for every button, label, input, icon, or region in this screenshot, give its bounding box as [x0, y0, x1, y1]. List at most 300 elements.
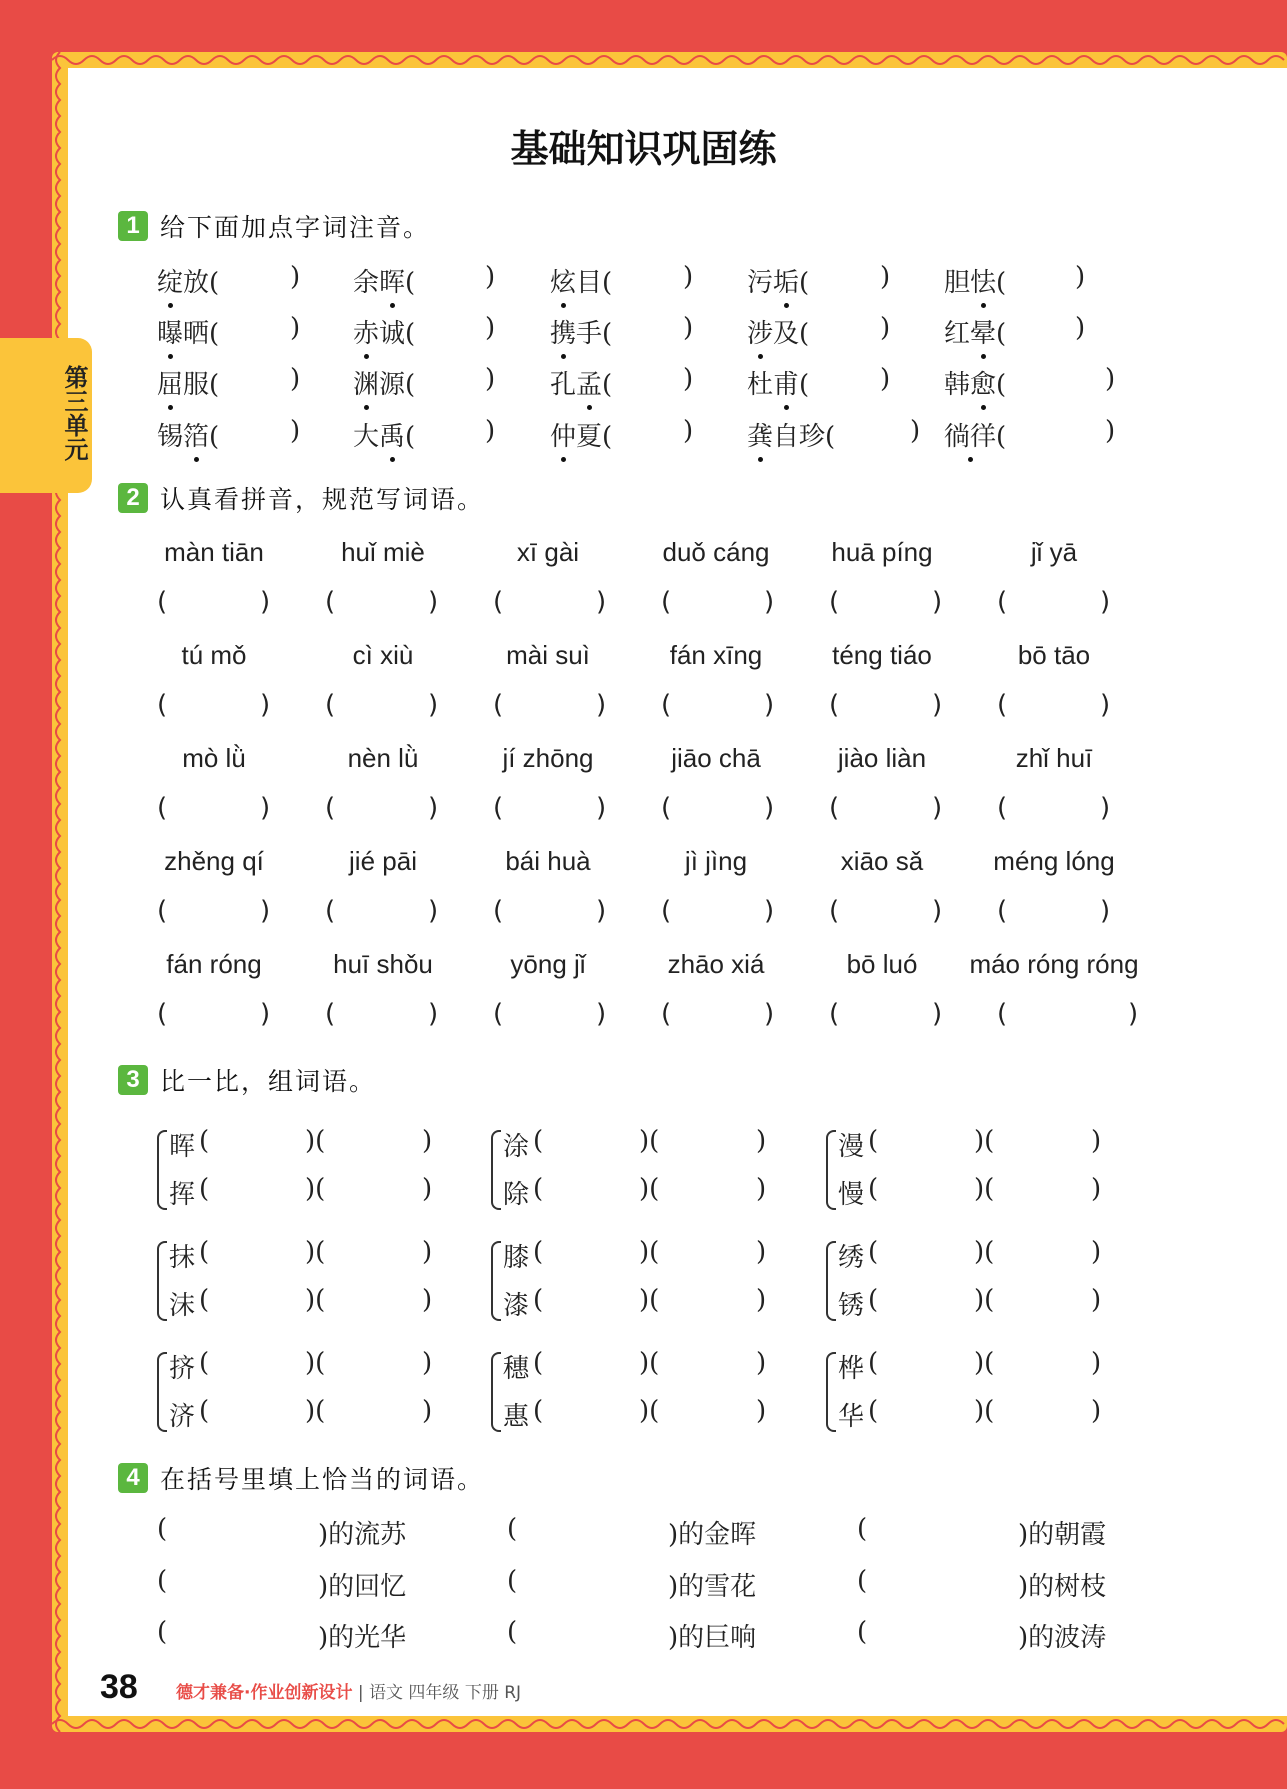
- q3-mid: )(: [974, 1348, 995, 1378]
- q4-phrase: )的朝霞: [1018, 1520, 1107, 1550]
- q2-answer-open: (: [157, 587, 168, 617]
- q2-answer-open: (: [493, 896, 504, 926]
- q1-item-pre: 杜: [747, 370, 774, 400]
- q1-item-post: 诚(: [379, 319, 416, 349]
- q2-answer-close: ): [596, 999, 607, 1029]
- q3-mid: )(: [305, 1348, 326, 1378]
- q3-char: 漆: [503, 1291, 530, 1321]
- q3-char: 惠: [503, 1402, 530, 1432]
- q1-item: [747, 364, 809, 401]
- q2-answer-open: (: [325, 690, 336, 720]
- q3-char: 锈: [838, 1291, 865, 1321]
- q2-pinyin: nèn lǜ: [347, 743, 419, 773]
- q3-mid: )(: [974, 1396, 995, 1426]
- q3-mid: )(: [305, 1126, 326, 1156]
- q2-answer-open: (: [325, 896, 336, 926]
- q2-answer-close: ): [596, 896, 607, 926]
- q4-phrase: )的树枝: [1018, 1572, 1107, 1602]
- q2-pinyin: mài suì: [506, 640, 590, 670]
- q2-answer-close: ): [428, 896, 439, 926]
- q2-pinyin: jiāo chā: [671, 743, 761, 773]
- q3-open: (: [199, 1174, 210, 1204]
- q1-item-close: ): [290, 364, 301, 394]
- q3-close: ): [1091, 1174, 1102, 1204]
- q3-mid: )(: [974, 1126, 995, 1156]
- q1-item-close: ): [290, 313, 301, 343]
- q3-close: ): [756, 1396, 767, 1426]
- q3-open: (: [868, 1126, 879, 1156]
- q2-pinyin: zhāo xiá: [667, 949, 765, 979]
- q1-item-dotted: 怯: [970, 262, 996, 299]
- q2-number: 2: [118, 483, 148, 513]
- q3-mid: )(: [639, 1285, 660, 1315]
- q3-brace: [826, 1130, 836, 1210]
- q2-answer-close: ): [764, 999, 775, 1029]
- q1-item-dotted: 涉: [747, 313, 773, 350]
- q3-open: (: [868, 1396, 879, 1426]
- q3-mid: )(: [639, 1348, 660, 1378]
- q2-answer-close: ): [596, 587, 607, 617]
- q2-answer-close: ): [1128, 999, 1139, 1029]
- q2-answer-open: (: [325, 587, 336, 617]
- q1-item-dotted: 徜徉: [944, 416, 996, 453]
- q4-instruction: 在括号里填上恰当的词语。: [160, 1465, 485, 1494]
- q3-close: ): [1091, 1396, 1102, 1426]
- q4-open: (: [507, 1566, 518, 1596]
- q1-item-close: ): [880, 313, 891, 343]
- q2-pinyin: yōng jǐ: [510, 949, 586, 979]
- q1-item-dotted: 炫: [550, 262, 576, 299]
- q4-phrase: )的回忆: [318, 1572, 407, 1602]
- q1-item-dotted: 曝: [157, 313, 183, 350]
- q2-answer-open: (: [829, 690, 840, 720]
- q1-item-post: 夏(: [576, 422, 613, 452]
- q1-item-pre: 红: [944, 319, 971, 349]
- q2-pinyin: jì jìng: [684, 846, 748, 876]
- q1-item: [944, 313, 1006, 350]
- footer-info: 语文 四年级 下册 RJ: [369, 1683, 522, 1703]
- page-title: 基础知识巩固练: [510, 127, 777, 171]
- q3-char: 慢: [838, 1180, 865, 1210]
- q2-answer-open: (: [997, 896, 1008, 926]
- q2-pinyin: huǐ miè: [341, 537, 425, 567]
- q2-answer-open: (: [829, 999, 840, 1029]
- q1-item: [157, 313, 219, 350]
- q2-answer-close: ): [764, 793, 775, 823]
- q2-pinyin: zhěng qí: [164, 846, 264, 876]
- q2-pinyin: huī shǒu: [333, 949, 433, 979]
- q3-char: 济: [169, 1402, 196, 1432]
- page-number: 38: [100, 1668, 138, 1706]
- q3-close: ): [1091, 1126, 1102, 1156]
- q4-open: (: [157, 1566, 168, 1596]
- q1-item-close: ): [910, 416, 921, 446]
- q4-phrase: )的金晖: [668, 1520, 757, 1550]
- q3-open: (: [533, 1348, 544, 1378]
- q2-answer-close: ): [260, 690, 271, 720]
- q3-open: (: [533, 1237, 544, 1267]
- q4-open: (: [857, 1617, 868, 1647]
- q1-item-dotted: 龚: [747, 416, 773, 453]
- q3-close: ): [422, 1285, 433, 1315]
- q2-answer-close: ): [260, 587, 271, 617]
- q3-char: 晖: [169, 1132, 196, 1162]
- q1-item: [944, 416, 1006, 453]
- q4-phrase: )的巨响: [668, 1623, 757, 1653]
- q1-item-post: (: [209, 422, 220, 452]
- q2-answer-open: (: [493, 999, 504, 1029]
- q1-item-close: ): [290, 416, 301, 446]
- q2-answer-close: ): [932, 690, 943, 720]
- q3-open: (: [199, 1237, 210, 1267]
- q2-answer-open: (: [493, 690, 504, 720]
- q4-open: (: [857, 1566, 868, 1596]
- q1-item-post: 晒(: [183, 319, 220, 349]
- q3-close: ): [1091, 1285, 1102, 1315]
- q2-pinyin: jiào liàn: [837, 743, 927, 773]
- q1-item-pre: 余: [353, 268, 380, 298]
- q1-item-close: ): [1105, 416, 1116, 446]
- q1-item-post: (: [996, 422, 1007, 452]
- q2-answer-open: (: [661, 896, 672, 926]
- q3-brace: [491, 1130, 501, 1210]
- q2-answer-open: (: [661, 999, 672, 1029]
- q2-pinyin: huā píng: [831, 537, 933, 567]
- q1-item: [747, 416, 835, 453]
- q1-item-close: ): [683, 262, 694, 292]
- q2-answer-close: ): [596, 690, 607, 720]
- q1-item-dotted: 赤: [353, 313, 379, 350]
- wavy-border-left: [52, 52, 68, 1732]
- q1-item-dotted: 垢: [773, 262, 799, 299]
- q1-item-post: 手(: [576, 319, 613, 349]
- q2-answer-open: (: [325, 793, 336, 823]
- q2-answer-close: ): [260, 793, 271, 823]
- q3-brace: [826, 1352, 836, 1432]
- q2-answer-open: (: [661, 793, 672, 823]
- q1-item: [550, 313, 612, 350]
- q2-answer-close: ): [764, 587, 775, 617]
- q2-pinyin: bō luó: [846, 949, 918, 979]
- q3-close: ): [756, 1348, 767, 1378]
- q3-char: 穗: [503, 1354, 530, 1384]
- q4-open: (: [157, 1514, 168, 1544]
- q2-pinyin: tú mǒ: [181, 640, 247, 670]
- q3-close: ): [422, 1174, 433, 1204]
- q2-answer-open: (: [661, 587, 672, 617]
- q1-item-close: ): [880, 364, 891, 394]
- q1-item-post: (: [602, 370, 613, 400]
- q1-item-dotted: 禹: [379, 416, 405, 453]
- q3-mid: )(: [974, 1285, 995, 1315]
- q3-mid: )(: [305, 1285, 326, 1315]
- q2-pinyin: jí zhōng: [502, 743, 594, 773]
- q3-char: 绣: [838, 1243, 865, 1273]
- q2-answer-close: ): [932, 999, 943, 1029]
- q1-item-close: ): [1075, 313, 1086, 343]
- q3-char: 漫: [838, 1132, 865, 1162]
- q3-mid: )(: [974, 1174, 995, 1204]
- q2-answer-open: (: [829, 896, 840, 926]
- q1-item: [944, 262, 1006, 299]
- q1-item: [353, 416, 415, 453]
- q2-answer-open: (: [493, 587, 504, 617]
- q1-item: [944, 364, 1006, 401]
- q1-instruction: 给下面加点字词注音。: [160, 213, 431, 242]
- q3-heading: [118, 1064, 376, 1096]
- q1-item-dotted: 箔: [183, 416, 209, 453]
- q1-item-dotted: 屈: [157, 364, 183, 401]
- q3-mid: )(: [639, 1126, 660, 1156]
- q3-mid: )(: [974, 1237, 995, 1267]
- q1-item-pre: 锡: [157, 422, 184, 452]
- q2-pinyin: xī gài: [516, 537, 580, 567]
- q2-pinyin: téng tiáo: [832, 640, 932, 670]
- q4-open: (: [507, 1514, 518, 1544]
- q1-item: [157, 416, 219, 453]
- q2-pinyin: xiāo sǎ: [840, 846, 924, 876]
- q2-answer-close: ): [1100, 690, 1111, 720]
- q1-item-post: 目(: [576, 268, 613, 298]
- q3-open: (: [868, 1285, 879, 1315]
- q1-item: [157, 364, 219, 401]
- q2-answer-close: ): [764, 896, 775, 926]
- q2-pinyin: fán róng: [166, 949, 262, 979]
- q2-answer-open: (: [829, 793, 840, 823]
- q2-answer-close: ): [428, 999, 439, 1029]
- q1-item-post: (: [799, 268, 810, 298]
- q3-mid: )(: [639, 1237, 660, 1267]
- wavy-border-top: [52, 52, 1287, 68]
- q3-open: (: [868, 1237, 879, 1267]
- q4-open: (: [507, 1617, 518, 1647]
- footer-brand: 德才兼备·作业创新设计: [176, 1683, 353, 1703]
- q2-answer-open: (: [493, 793, 504, 823]
- q4-heading: [118, 1462, 484, 1494]
- q3-mid: )(: [305, 1396, 326, 1426]
- q2-answer-close: ): [932, 793, 943, 823]
- q2-answer-open: (: [157, 896, 168, 926]
- q1-item-close: ): [485, 313, 496, 343]
- q2-instruction: 认真看拼音，规范写词语。: [160, 485, 485, 514]
- q3-mid: )(: [305, 1174, 326, 1204]
- q1-item-close: ): [485, 416, 496, 446]
- q1-item-pre: 污: [747, 268, 774, 298]
- q4-phrase: )的雪花: [668, 1572, 757, 1602]
- q1-item-close: ): [290, 262, 301, 292]
- q1-item-post: (: [405, 268, 416, 298]
- q1-item: [550, 364, 612, 401]
- q1-item-post: (: [996, 319, 1007, 349]
- q1-item-pre: 孔: [550, 370, 577, 400]
- q1-item-pre: 大: [353, 422, 380, 452]
- q2-answer-open: (: [157, 793, 168, 823]
- q1-item-dotted: 携: [550, 313, 576, 350]
- q3-brace: [491, 1241, 501, 1321]
- q1-item-post: (: [996, 370, 1007, 400]
- q1-heading: [118, 210, 430, 242]
- q3-char: 沫: [169, 1291, 196, 1321]
- q3-open: (: [533, 1174, 544, 1204]
- q3-number: 3: [118, 1065, 148, 1095]
- q2-answer-close: ): [1100, 587, 1111, 617]
- q1-item-dotted: 仲: [550, 416, 576, 453]
- q3-close: ): [756, 1237, 767, 1267]
- q2-pinyin: máo róng róng: [969, 949, 1139, 979]
- q2-heading: [118, 482, 484, 514]
- q3-char: 抹: [169, 1243, 196, 1273]
- footer-text: [176, 1678, 521, 1703]
- q1-item-pre: 胆: [944, 268, 971, 298]
- q1-item-post: (: [405, 422, 416, 452]
- q3-open: (: [868, 1174, 879, 1204]
- q1-item-close: ): [485, 364, 496, 394]
- q1-item: [157, 262, 219, 299]
- q2-answer-close: ): [260, 999, 271, 1029]
- footer-separator: |: [357, 1683, 364, 1703]
- q3-close: ): [422, 1396, 433, 1426]
- q2-answer-open: (: [997, 690, 1008, 720]
- q2-pinyin: fán xīng: [669, 640, 763, 670]
- q3-close: ): [756, 1174, 767, 1204]
- q2-answer-close: ): [764, 690, 775, 720]
- q3-open: (: [533, 1285, 544, 1315]
- q2-answer-open: (: [157, 690, 168, 720]
- q1-item-post: 服(: [183, 370, 220, 400]
- q2-answer-close: ): [932, 896, 943, 926]
- q1-item: [353, 262, 415, 299]
- q1-item-dotted: 晖: [379, 262, 405, 299]
- q2-answer-close: ): [428, 587, 439, 617]
- q3-open: (: [199, 1126, 210, 1156]
- wavy-border-bottom: [52, 1716, 1287, 1732]
- q1-item-close: ): [683, 313, 694, 343]
- q1-item-close: ): [1105, 364, 1116, 394]
- q1-item-post: 源(: [379, 370, 416, 400]
- q3-mid: )(: [305, 1237, 326, 1267]
- q3-close: ): [422, 1126, 433, 1156]
- q1-item-post: (: [996, 268, 1007, 298]
- q4-phrase: )的流苏: [318, 1520, 407, 1550]
- q2-pinyin: màn tiān: [164, 537, 264, 567]
- q2-answer-open: (: [661, 690, 672, 720]
- q3-mid: )(: [639, 1174, 660, 1204]
- q1-item: [353, 364, 415, 401]
- q2-pinyin: cì xiù: [352, 640, 414, 670]
- q1-item-dotted: 愈: [970, 364, 996, 401]
- q2-answer-close: ): [260, 896, 271, 926]
- q3-char: 涂: [503, 1132, 530, 1162]
- q1-number: 1: [118, 211, 148, 241]
- q2-pinyin: bō tāo: [1017, 640, 1091, 670]
- q2-pinyin: méng lóng: [993, 846, 1115, 876]
- q3-char: 挤: [169, 1354, 196, 1384]
- q1-item: [550, 416, 612, 453]
- q3-open: (: [868, 1348, 879, 1378]
- q3-close: ): [1091, 1237, 1102, 1267]
- q2-pinyin: zhǐ huī: [1015, 743, 1093, 773]
- q3-char: 膝: [503, 1243, 530, 1273]
- q2-pinyin: duǒ cáng: [662, 537, 770, 567]
- q1-item-close: ): [683, 416, 694, 446]
- q1-item-close: ): [880, 262, 891, 292]
- q1-item: [747, 313, 809, 350]
- q4-phrase: )的光华: [318, 1623, 407, 1653]
- q1-item-post: 及(: [773, 319, 810, 349]
- q4-phrase: )的波涛: [1018, 1623, 1107, 1653]
- q3-mid: )(: [639, 1396, 660, 1426]
- q2-answer-close: ): [1100, 896, 1111, 926]
- q1-item: [353, 313, 415, 350]
- q3-open: (: [533, 1396, 544, 1426]
- q3-char: 桦: [838, 1354, 865, 1384]
- q3-brace: [157, 1352, 167, 1432]
- q1-item-post: 放(: [183, 268, 220, 298]
- q2-answer-close: ): [932, 587, 943, 617]
- q2-pinyin: mò lǜ: [182, 743, 246, 773]
- q1-item-dotted: 绽: [157, 262, 183, 299]
- q2-answer-open: (: [829, 587, 840, 617]
- q2-answer-open: (: [997, 793, 1008, 823]
- q2-answer-open: (: [997, 587, 1008, 617]
- q2-answer-close: ): [428, 690, 439, 720]
- q2-answer-close: ): [1100, 793, 1111, 823]
- q1-item: [747, 262, 809, 299]
- q1-item-close: ): [683, 364, 694, 394]
- q4-open: (: [857, 1514, 868, 1544]
- q3-char: 华: [838, 1402, 865, 1432]
- q1-item-pre: 韩: [944, 370, 971, 400]
- q3-open: (: [199, 1285, 210, 1315]
- q3-open: (: [533, 1126, 544, 1156]
- q2-answer-open: (: [997, 999, 1008, 1029]
- q3-brace: [157, 1241, 167, 1321]
- q1-item-dotted: 孟: [576, 364, 602, 401]
- q3-brace: [826, 1241, 836, 1321]
- q2-pinyin: jié pāi: [349, 846, 417, 876]
- q3-close: ): [422, 1348, 433, 1378]
- q1-item-close: ): [1075, 262, 1086, 292]
- q2-answer-open: (: [325, 999, 336, 1029]
- q2-answer-close: ): [428, 793, 439, 823]
- q4-number: 4: [118, 1463, 148, 1493]
- q3-open: (: [199, 1348, 210, 1378]
- unit-tab-label: 第三单元: [60, 365, 88, 461]
- q3-close: ): [1091, 1348, 1102, 1378]
- q3-open: (: [199, 1396, 210, 1426]
- q1-item-post: (: [799, 370, 810, 400]
- q2-answer-close: ): [596, 793, 607, 823]
- q1-item-close: ): [485, 262, 496, 292]
- q3-char: 除: [503, 1180, 530, 1210]
- q1-item: [550, 262, 612, 299]
- q1-item-dotted: 甫: [773, 364, 799, 401]
- q1-item-dotted: 晕: [970, 313, 996, 350]
- q1-item-post: 自珍(: [773, 422, 836, 452]
- q3-brace: [157, 1130, 167, 1210]
- q1-item-dotted: 渊: [353, 364, 379, 401]
- q3-close: ): [756, 1126, 767, 1156]
- q2-pinyin: bái huà: [505, 846, 591, 876]
- q3-char: 挥: [169, 1180, 196, 1210]
- q3-instruction: 比一比，组词语。: [160, 1067, 377, 1096]
- q2-answer-open: (: [157, 999, 168, 1029]
- q2-pinyin: jǐ yā: [1030, 537, 1078, 567]
- q3-close: ): [422, 1237, 433, 1267]
- q3-brace: [491, 1352, 501, 1432]
- q3-close: ): [756, 1285, 767, 1315]
- q4-open: (: [157, 1617, 168, 1647]
